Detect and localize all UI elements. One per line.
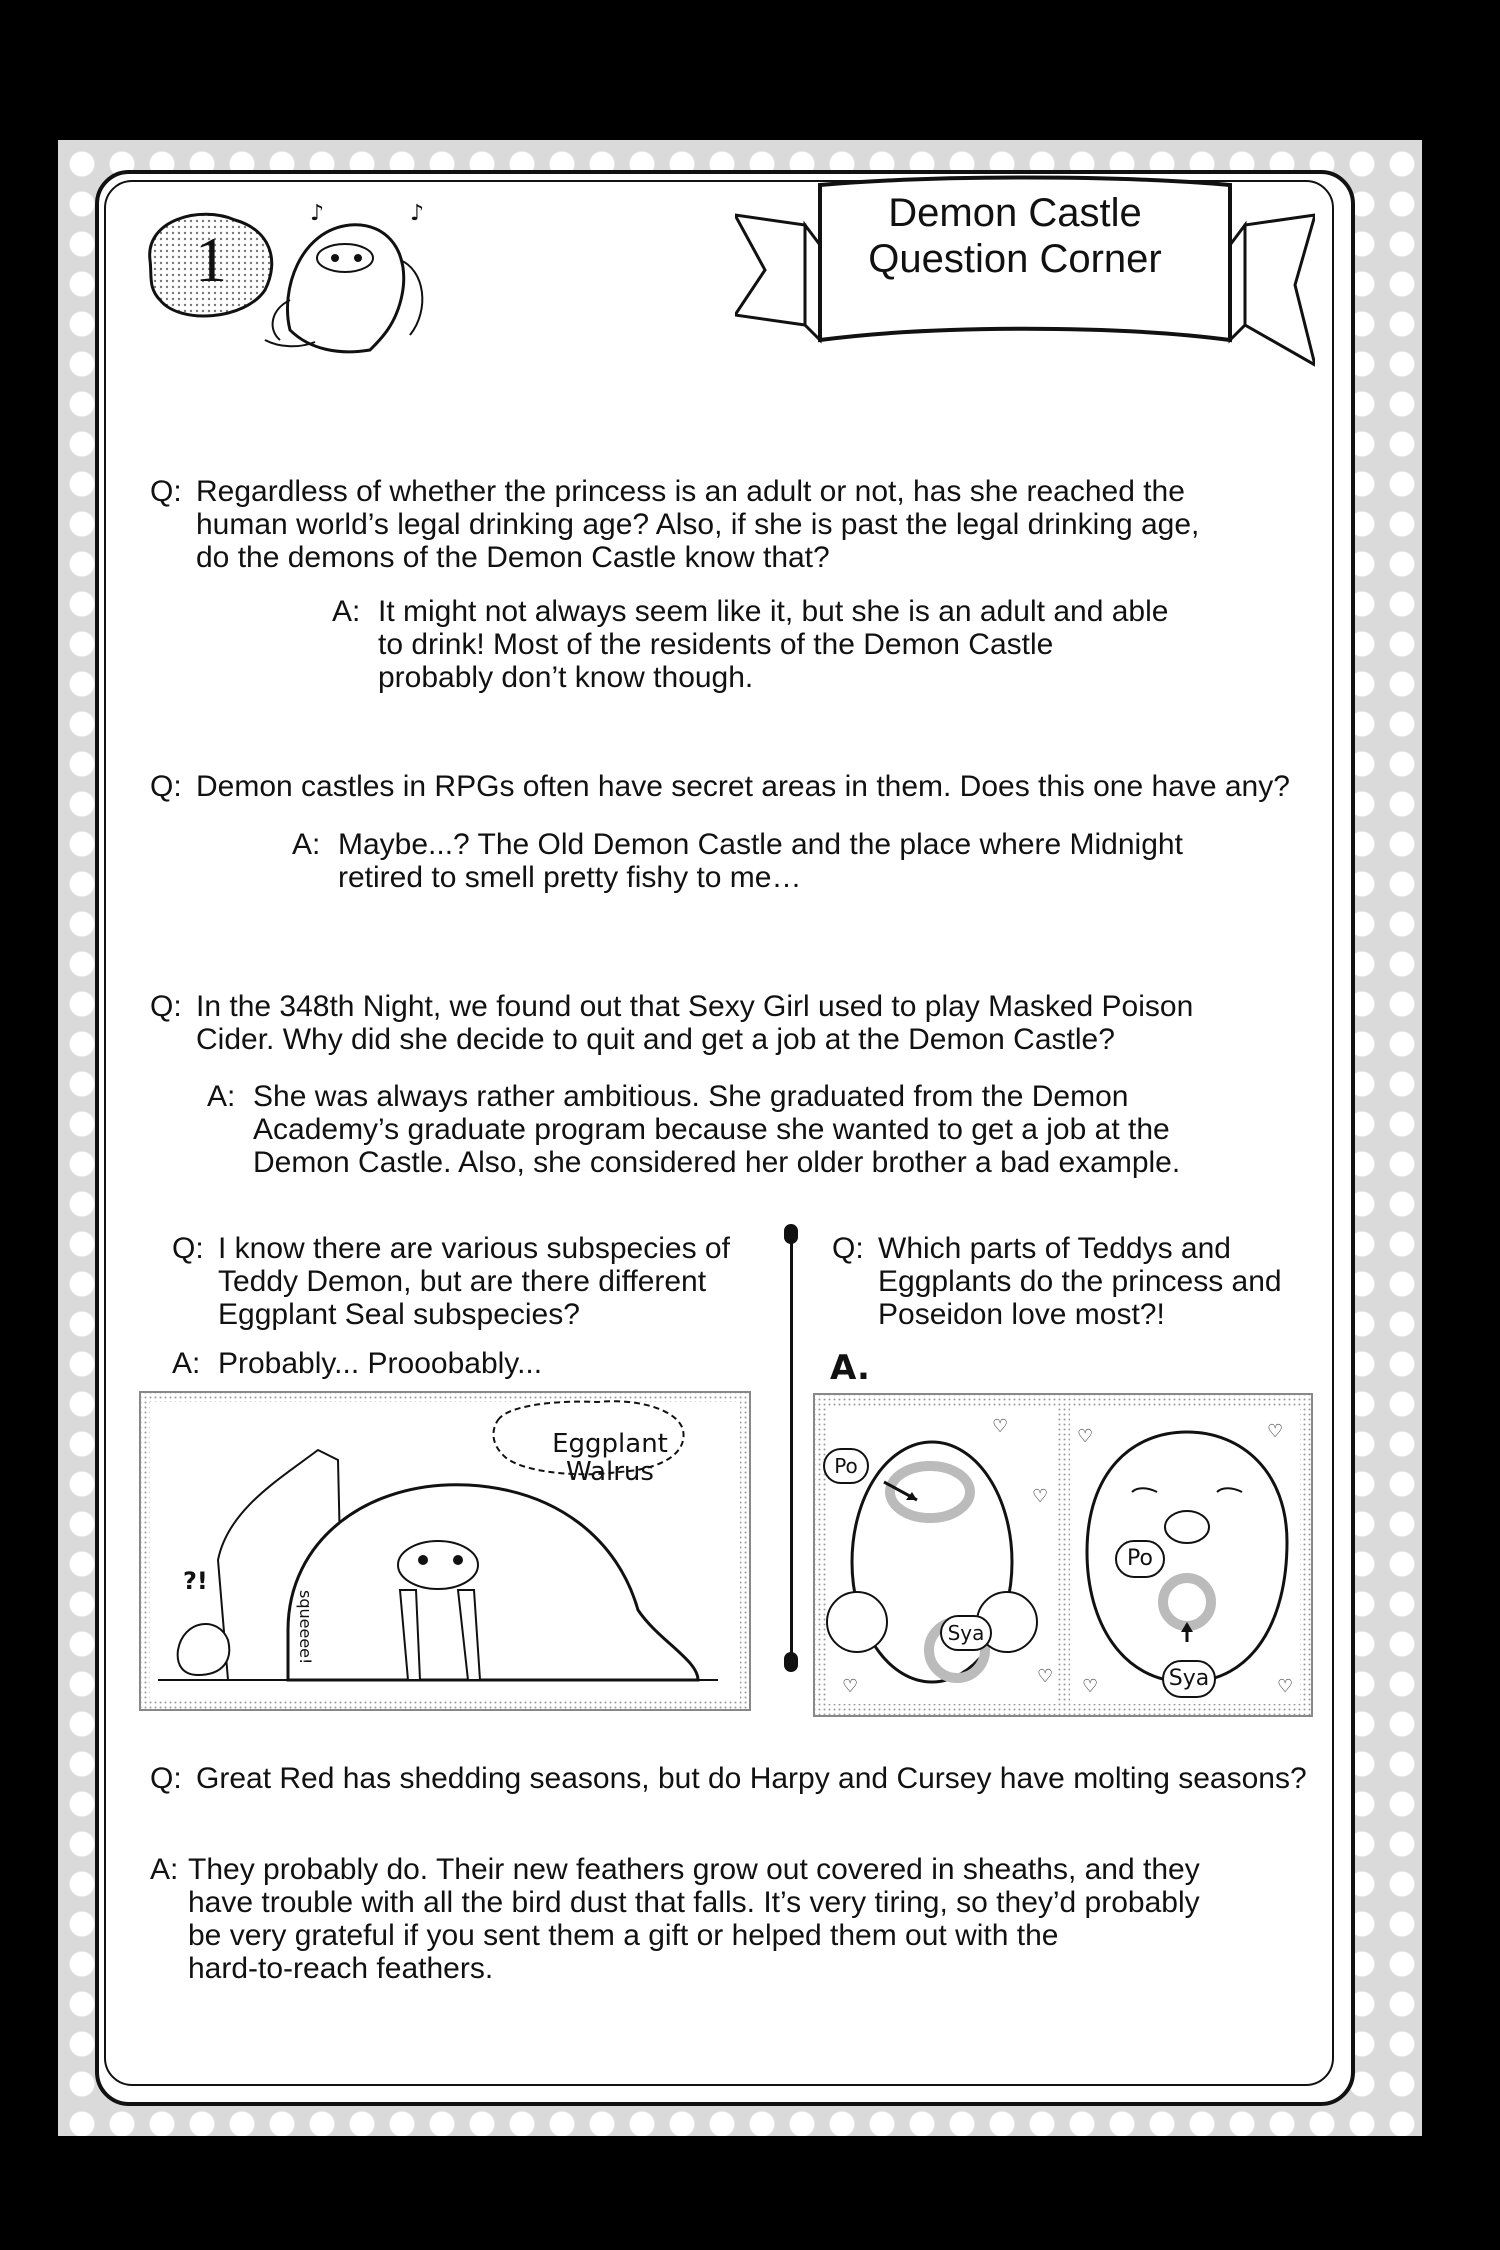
- question-line: Which parts of Teddys and: [878, 1232, 1231, 1265]
- answer-1: [332, 595, 1232, 694]
- answer-line: Probably... Prooobably...: [218, 1347, 543, 1380]
- answer-label: A:: [172, 1347, 201, 1380]
- music-note-icon: ♪: [410, 201, 425, 226]
- heart-icon: ♡: [842, 1676, 859, 1697]
- question-line: Great Red has shedding seasons, but do Harpy and Cursey have molting seasons?: [196, 1762, 1307, 1795]
- question-line: In the 348th Night, we found out that Sexy Girl used to play Masked Poison: [196, 990, 1194, 1023]
- answer-line: to drink! Most of the residents of the Demon Castle: [378, 628, 1054, 661]
- question-line: Demon castles in RPGs often have secret areas in them. Does this one have any?: [196, 770, 1290, 803]
- answer-line: They probably do. Their new feathers grow out covered in sheaths, and they: [188, 1853, 1200, 1886]
- question-label: Q:: [150, 475, 182, 508]
- sya-tag-teddy: Sya: [940, 1615, 992, 1651]
- heart-icon: ♡: [1077, 1426, 1094, 1447]
- answer-label: A:: [332, 595, 361, 628]
- speech-bubble-eggplant-walrus: [515, 1430, 705, 1486]
- sya-tag-seal: Sya: [1162, 1660, 1216, 1698]
- page-title-line: Question Corner: [868, 237, 1162, 281]
- question-line: do the demons of the Demon Castle know that?: [196, 541, 830, 574]
- section-number-badge: [140, 200, 480, 360]
- squeeze-sfx: squeeee!: [296, 1590, 315, 1665]
- surprise-sfx: ?!: [183, 1567, 208, 1595]
- page-title-line: Demon Castle: [888, 191, 1142, 235]
- question-label: Q:: [172, 1232, 204, 1265]
- mascot-walrus-illustration: [265, 225, 422, 352]
- question-line: Regardless of whether the princess is an adult or not, has she reached the: [196, 475, 1185, 508]
- music-note-icon: ♪: [310, 201, 325, 226]
- question-label: Q:: [150, 770, 182, 803]
- answer-label: A:: [292, 828, 321, 861]
- question-label: Q:: [150, 1762, 182, 1795]
- answer-line: retired to smell pretty fishy to me…: [338, 861, 802, 894]
- heart-icon: ♡: [1267, 1421, 1284, 1442]
- po-tag-teddy: Po: [823, 1448, 869, 1484]
- question-line: I know there are various subspecies of: [218, 1232, 730, 1265]
- question-label: Q:: [150, 990, 182, 1023]
- question-line: Cider. Why did she decide to quit and get a job at the Demon Castle?: [196, 1023, 1115, 1056]
- speech-bubble-line: Eggplant: [552, 1429, 668, 1459]
- question-label: Q:: [832, 1232, 864, 1265]
- answer-6: [150, 1853, 1270, 1985]
- question-4: [172, 1232, 772, 1331]
- answer-label: A:: [150, 1853, 179, 1886]
- question-line: Eggplant Seal subspecies?: [218, 1298, 580, 1331]
- answer-line: It might not always seem like it, but she is an adult and able: [378, 595, 1169, 628]
- question-5: [832, 1232, 1312, 1331]
- question-2: [150, 770, 1310, 803]
- answer-line: hard-to-reach feathers.: [188, 1952, 494, 1985]
- speech-bubble-line: Walrus: [566, 1457, 654, 1487]
- answer-label: A.: [830, 1348, 870, 1388]
- answer-line: Demon Castle. Also, she considered her older brother a bad example.: [253, 1146, 1181, 1179]
- answer-line: be very grateful if you sent them a gift or helped them out with the: [188, 1919, 1059, 1952]
- answer-2: [292, 828, 1232, 894]
- answer-3: [207, 1080, 1267, 1179]
- heart-icon: ♡: [1032, 1486, 1049, 1507]
- answer-line: Maybe...? The Old Demon Castle and the place where Midnight: [338, 828, 1183, 861]
- heart-icon: ♡: [1037, 1666, 1054, 1687]
- answer-line: She was always rather ambitious. She graduated from the Demon: [253, 1080, 1129, 1113]
- answer-4: [172, 1347, 732, 1380]
- question-line: human world’s legal drinking age? Also, if she is past the legal drinking age,: [196, 508, 1200, 541]
- teddy-and-seal-illustration: [812, 1392, 1314, 1718]
- question-line: Teddy Demon, but are there different: [218, 1265, 707, 1298]
- heart-icon: ♡: [1277, 1676, 1294, 1697]
- answer-label: A:: [207, 1080, 236, 1113]
- heart-icon: ♡: [992, 1416, 1009, 1437]
- question-6: [150, 1762, 1310, 1795]
- answer-line: have trouble with all the bird dust that falls. It’s very tiring, so they’d probably: [188, 1886, 1200, 1919]
- question-1: [150, 475, 1270, 574]
- answer-line: Academy’s graduate program because she wanted to get a job at the: [253, 1113, 1170, 1146]
- question-line: Poseidon love most?!: [878, 1298, 1165, 1331]
- question-line: Eggplants do the princess and: [878, 1265, 1282, 1298]
- column-divider: [790, 1228, 793, 1668]
- question-3: [150, 990, 1270, 1056]
- page-title: [820, 190, 1210, 282]
- answer-line: probably don’t know though.: [378, 661, 754, 694]
- section-number: 1: [195, 224, 227, 295]
- po-tag-seal: Po: [1115, 1540, 1165, 1578]
- heart-icon: ♡: [1082, 1676, 1099, 1697]
